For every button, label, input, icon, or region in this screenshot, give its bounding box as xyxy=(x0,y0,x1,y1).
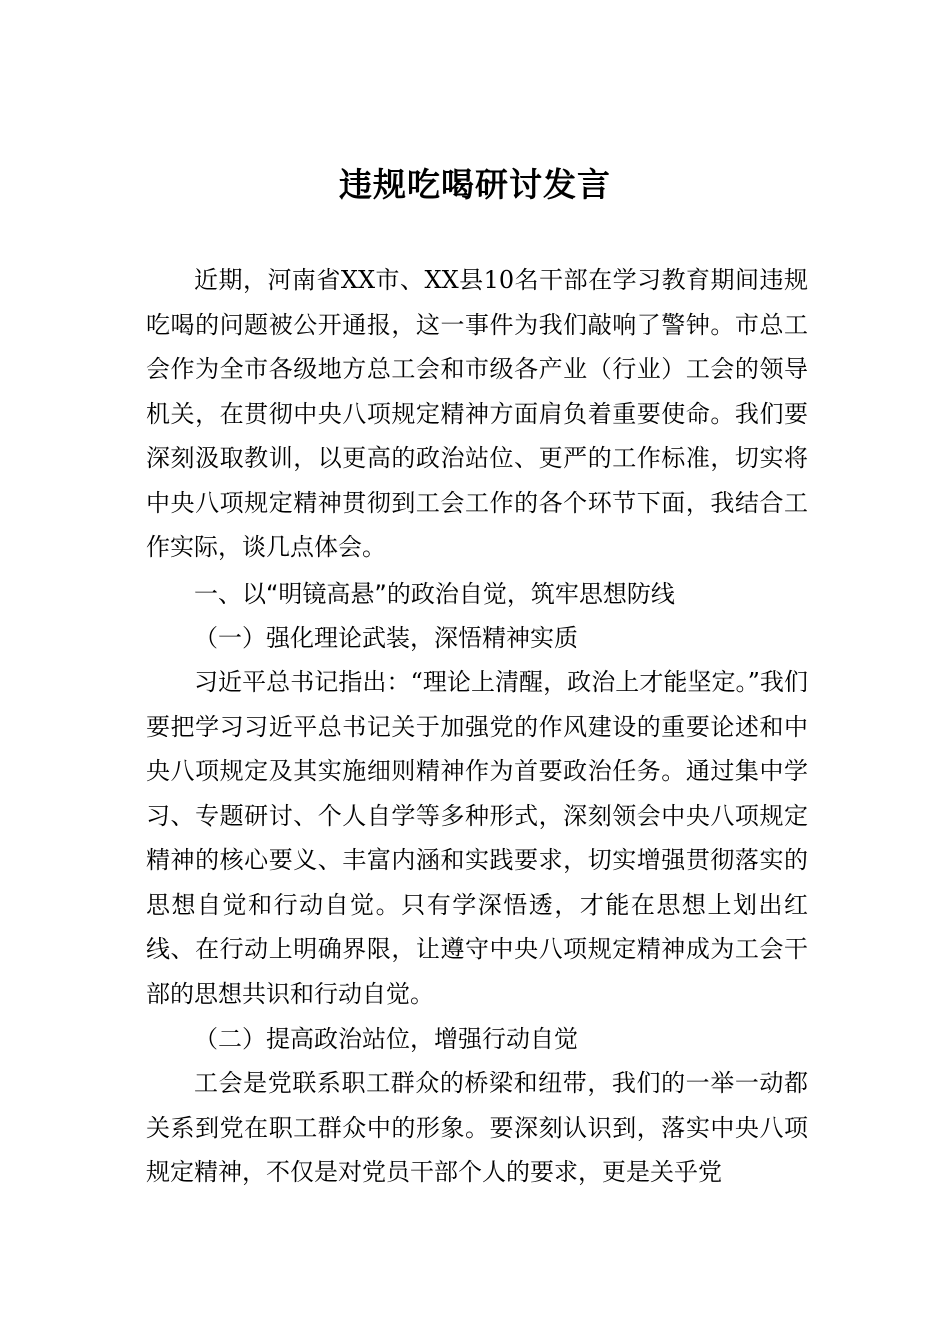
subsection-heading-2: （二）提高政治站位，增强行动自觉 xyxy=(194,1025,578,1053)
section-heading-1: 一、以“明镜高悬”的政治自觉，筑牢思想防线 xyxy=(194,580,675,608)
subsection-2-paragraph: 工会是党联系职工群众的桥梁和纽带，我们的一举一动都关系到党在职工群众中的形象。要深刻认识到，落实中央八项规定精神，不仅是对党员干部个人的要求，更是关乎党 xyxy=(146,1069,808,1186)
intro-paragraph: 近期，河南省XX市、XX县10名干部在学习教育期间违规吃喝的问题被公开通报，这一事件为我们敲响了警钟。市总工会作为全市各级地方总工会和市级各产业（行业）工会的领导机关，在贯彻中央八项规定精神方面肩负着重要使命。我们要深刻汲取教训，以更高的政治站位、更严的工作标准，切实将中央八项规定精神贯彻到工会工作的各个环节下面，我结合工作实际，谈几点体会。 xyxy=(146,266,808,561)
subsection-heading-1: （一）强化理论武装，深悟精神实质 xyxy=(194,624,578,652)
document-title: 违规吃喝研讨发言 xyxy=(339,165,611,204)
subsection-1-paragraph: 习近平总书记指出：“理论上清醒，政治上才能坚定。”我们要把学习习近平总书记关于加强党的作风建设的重要论述和中央八项规定及其实施细则精神作为首要政治任务。通过集中学习、专题研讨、个人自学等多种形式，深刻领会中央八项规定精神的核心要义、丰富内涵和实践要求，切实增强贯彻落实的思想自觉和行动自觉。只有学深悟透，才能在思想上划出红线、在行动上明确界限，让遵守中央八项规定精神成为工会干部的思想共识和行动自觉。 xyxy=(146,668,808,1008)
